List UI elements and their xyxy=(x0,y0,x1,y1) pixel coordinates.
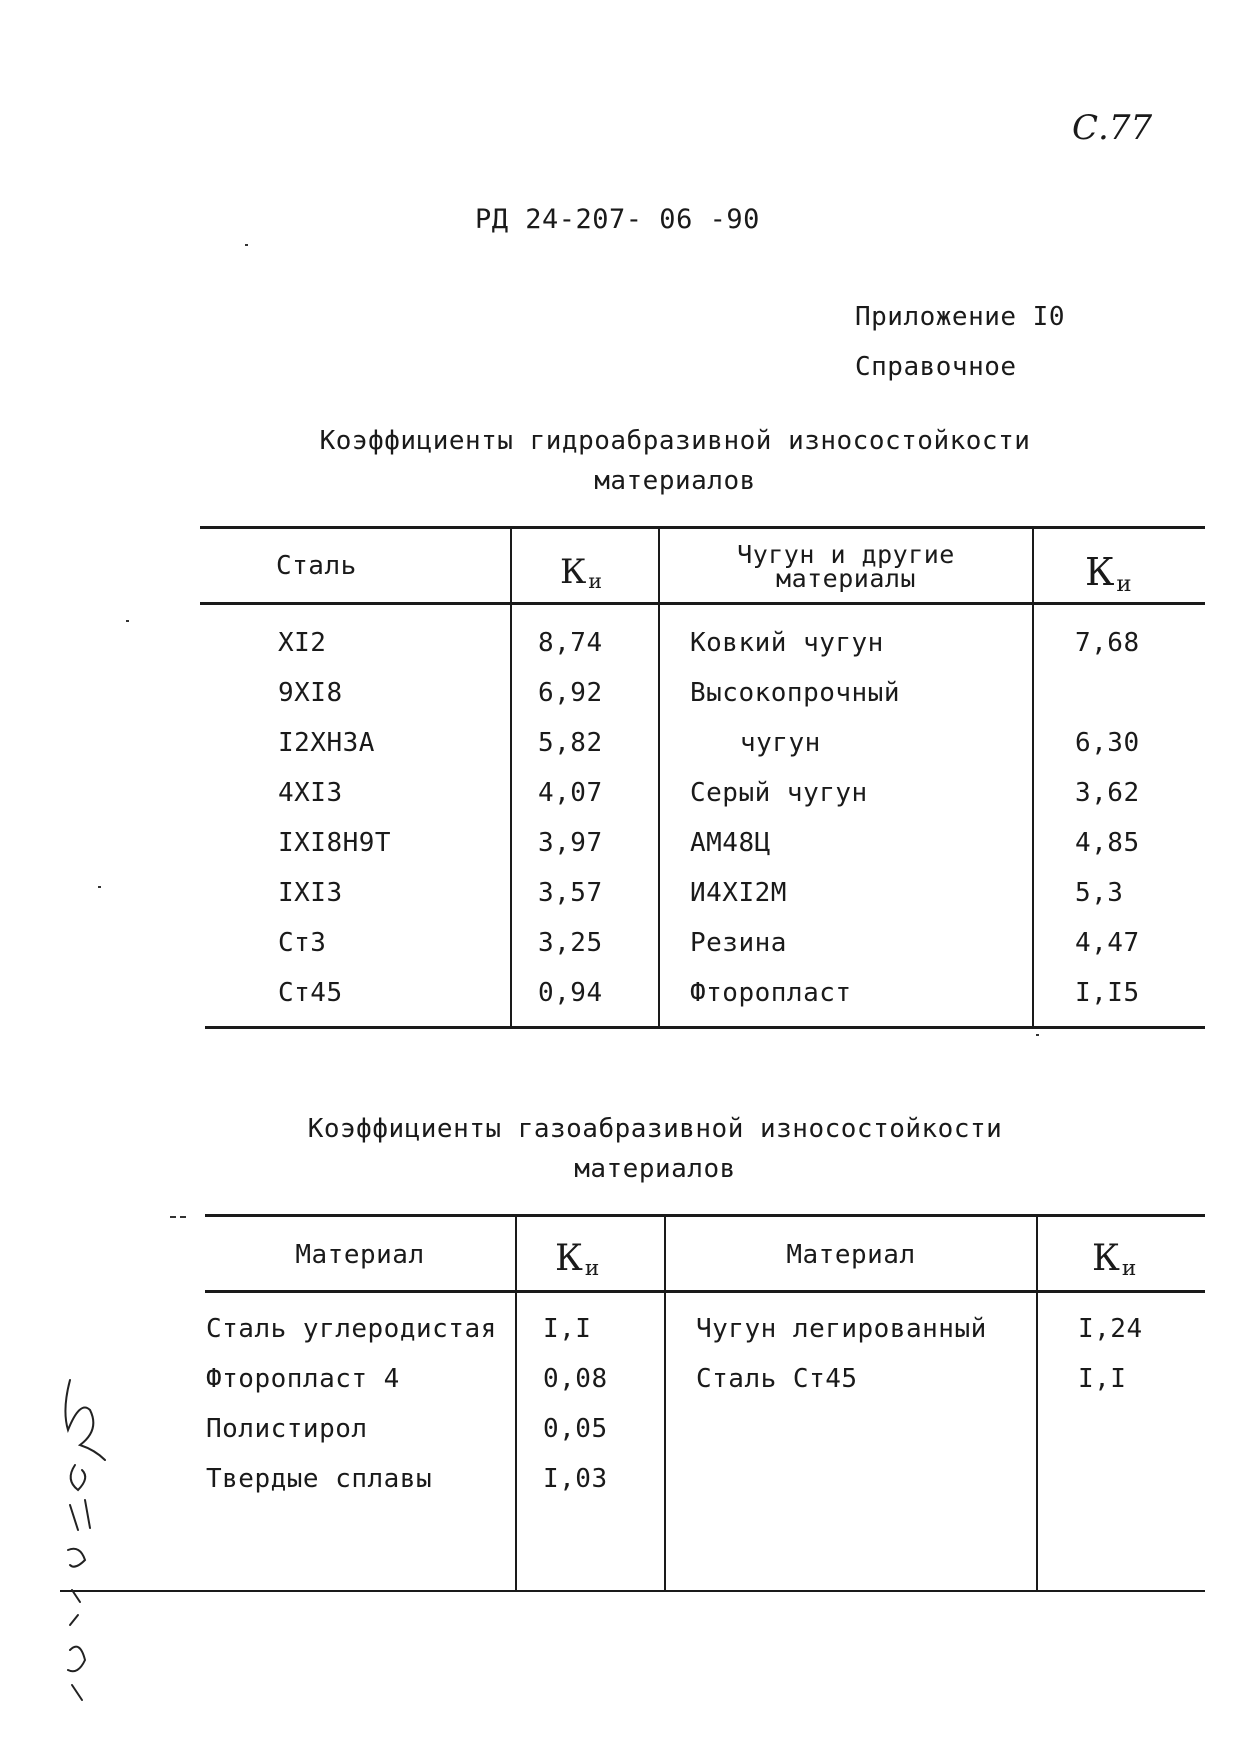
material-name: Чугун легированный xyxy=(696,1314,987,1344)
table2-bottom-rule xyxy=(60,1590,1205,1592)
k-symbol: К xyxy=(555,1238,583,1279)
page-number: С.77 xyxy=(1072,108,1153,148)
appendix-type: Справочное xyxy=(855,352,1017,382)
material-name: Полистирол xyxy=(206,1414,368,1444)
table2-divider-3 xyxy=(1036,1217,1038,1591)
material-name: Ст45 xyxy=(278,978,343,1008)
k-value: 4,07 xyxy=(538,778,603,808)
table2-title-line2: материалов xyxy=(574,1154,736,1184)
k-value: 0,05 xyxy=(543,1414,608,1444)
k-value: 3,57 xyxy=(538,878,603,908)
k-value: 4,85 xyxy=(1075,828,1140,858)
scan-speck xyxy=(170,1216,176,1218)
material-name: чугун xyxy=(740,728,821,758)
k-value: 3,97 xyxy=(538,828,603,858)
k-value: 6,92 xyxy=(538,678,603,708)
material-name: Твердые сплавы xyxy=(206,1464,433,1494)
k-value: 6,30 xyxy=(1075,728,1140,758)
material-name: XI2 xyxy=(278,628,327,658)
material-name: Сталь углеродистая xyxy=(206,1314,497,1344)
table1-divider-2 xyxy=(658,529,660,1028)
material-name: Резина xyxy=(690,928,787,958)
table1-header-steel: Сталь xyxy=(276,551,357,581)
k-value: 5,3 xyxy=(1075,878,1124,908)
material-name: IXI3 xyxy=(278,878,343,908)
k-value: I,24 xyxy=(1078,1314,1143,1344)
k-symbol: К xyxy=(560,552,587,592)
table1-header-k2 xyxy=(1085,550,1132,597)
k-value: I,I5 xyxy=(1075,978,1140,1008)
k-value: 7,68 xyxy=(1075,628,1140,658)
material-name: 9XI8 xyxy=(278,678,343,708)
k-value: I,I xyxy=(1078,1364,1127,1394)
table2-header-k2 xyxy=(1092,1238,1137,1282)
table2-divider-1 xyxy=(515,1217,517,1591)
k-value: 5,82 xyxy=(538,728,603,758)
material-name: Фторопласт 4 xyxy=(206,1364,400,1394)
material-name: Фторопласт xyxy=(690,978,852,1008)
material-name: IXI8H9T xyxy=(278,828,392,858)
table1-header-castiron-line1: Чугун и другие xyxy=(737,540,955,569)
k-subscript: и xyxy=(584,1256,600,1282)
table-row xyxy=(278,678,343,708)
material-name: И4XI2М xyxy=(690,878,787,908)
k-symbol: К xyxy=(1085,550,1115,594)
scan-speck xyxy=(126,620,129,622)
material-name: 4XI3 xyxy=(278,778,343,808)
document-code: РД 24-207- 06 -90 xyxy=(475,204,760,235)
material-name: АМ48Ц xyxy=(690,828,771,858)
table2-header-material-left: Материал xyxy=(295,1240,425,1270)
material-name: Ковкий чугун xyxy=(690,628,884,658)
scan-speck xyxy=(98,886,101,888)
k-value: 0,08 xyxy=(543,1364,608,1394)
table1-top-rule xyxy=(200,526,1205,529)
table1-bottom-rule xyxy=(205,1026,1205,1029)
table1-title-line2: материалов xyxy=(594,466,756,496)
scan-speck xyxy=(1036,1034,1039,1036)
k-subscript: и xyxy=(1116,570,1132,597)
k-value: 3,62 xyxy=(1075,778,1140,808)
material-name: Сталь Ст45 xyxy=(696,1364,858,1394)
k-value: 0,94 xyxy=(538,978,603,1008)
table2-divider-2 xyxy=(664,1217,666,1591)
appendix-label: Приложение I0 xyxy=(855,302,1065,332)
table1-header-k1 xyxy=(560,552,602,592)
k-subscript: и xyxy=(1121,1256,1137,1282)
table2-header-k1 xyxy=(555,1238,600,1282)
table2-header-material-right: Материал xyxy=(786,1240,916,1270)
table1-title-line1: Коэффициенты гидроабразивной износостойкости xyxy=(319,426,1031,456)
material-name: Ст3 xyxy=(278,928,327,958)
table-row xyxy=(278,728,375,758)
table2-top-rule xyxy=(205,1214,1205,1217)
table2-title-line1: Коэффициенты газоабразивной износостойкости xyxy=(307,1114,1003,1144)
table-row xyxy=(278,778,343,808)
scan-speck xyxy=(180,1216,186,1218)
k-value: 3,25 xyxy=(538,928,603,958)
table1-divider-3 xyxy=(1032,529,1034,1028)
k-value: I,I xyxy=(543,1314,592,1344)
table-row xyxy=(278,978,343,1008)
table1-header-rule xyxy=(200,602,1205,605)
table-row xyxy=(278,878,343,908)
table-row xyxy=(278,928,326,958)
k-value: I,03 xyxy=(543,1464,608,1494)
table1-divider-1 xyxy=(510,529,512,1028)
handwritten-signature xyxy=(40,1370,120,1710)
material-name: Высокопрочный xyxy=(690,678,900,708)
k-value: 8,74 xyxy=(538,628,603,658)
k-value: 4,47 xyxy=(1075,928,1140,958)
table-row xyxy=(278,628,326,658)
scan-speck xyxy=(245,244,248,246)
table2-header-rule xyxy=(205,1290,1205,1293)
material-name: I2XH3A xyxy=(278,728,375,758)
material-name: Серый чугун xyxy=(690,778,868,808)
table1-header-castiron-line2: материалы xyxy=(776,564,916,593)
table-row xyxy=(278,828,391,858)
k-symbol: К xyxy=(1092,1238,1120,1279)
k-subscript: и xyxy=(588,569,602,594)
